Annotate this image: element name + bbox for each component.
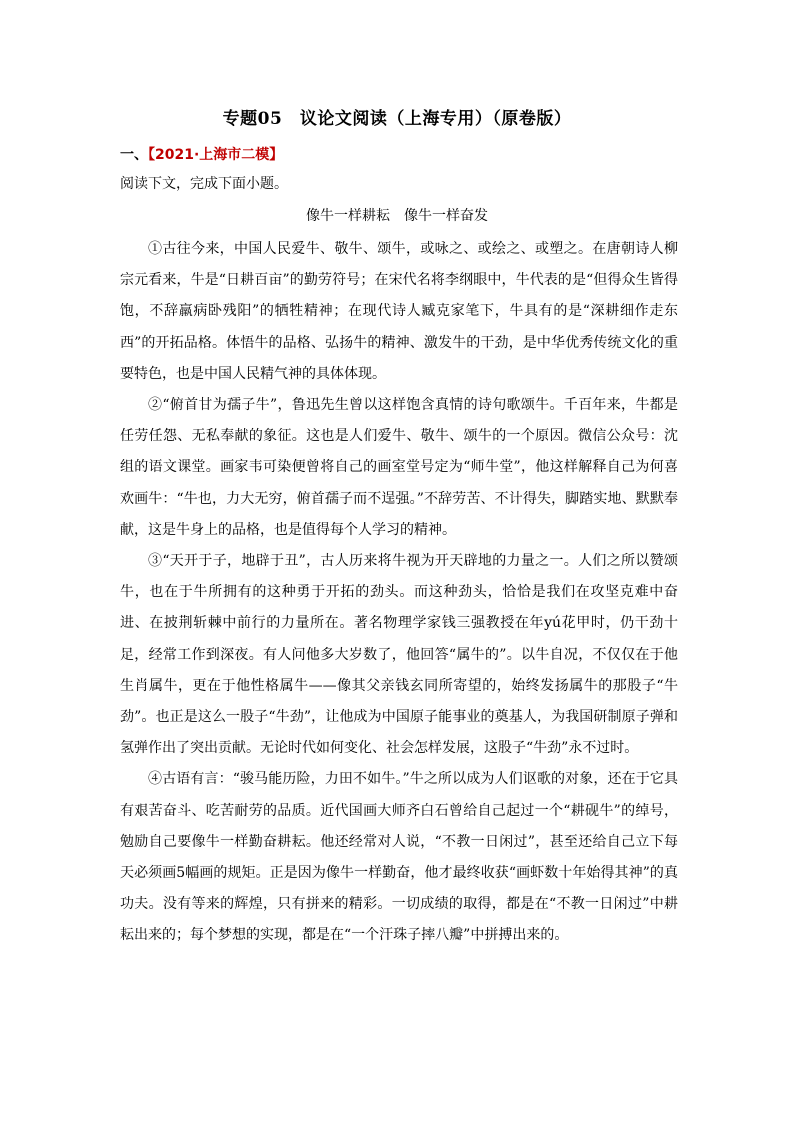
paragraph-1: ①古往今来，中国人民爱牛、敬牛、颂牛，或咏之、或绘之、或塑之。在唐朝诗人柳宗元看来，牛是“日耕百亩”的勤劳符号；在宋代名将李纲眼中，牛代表的是“但得众生皆得饱，不辞羸病卧残阳”的牺牲精神；在现代诗人臧克家笔下，牛具有的是“深耕细作走东西”的开拓品格。体悟牛的品格、弘扬牛的精神、激发牛的干劲，是中华优秀传统文化的重要特色，也是中国人民精气神的具体体现。 [120, 241, 678, 382]
section-heading [120, 144, 283, 164]
paragraph-2: ②“俯首甘为孺子牛”，鲁迅先生曾以这样饱含真情的诗句歌颂牛。千百年来，牛都是任劳任怨、无私奉献的象征。这也是人们爱牛、敬牛、颂牛的一个原因。微信公众号：沈组的语文课堂。画家韦可染便曾将自己的画室堂号定为“师牛堂”，他这样解释自己为何喜欢画牛：“牛也，力大无穷，俯首孺子而不逞强。”不辞劳苦、不计得失，脚踏实地、默默奉献，这是牛身上的品格，也是值得每个人学习的精神。 [120, 397, 678, 538]
reading-instruction: 阅读下文，完成下面小题。 [120, 176, 288, 192]
paragraph-4: ④古语有言：“骏马能历险，力田不如牛。”牛之所以成为人们讴歌的对象，还在于它具有艰苦奋斗、吃苦耐劳的品质。近代国画大师齐白石曾给自己起过一个“耕砚牛”的绰号，勉励自己要像牛一样勤奋耕耘。他还经常对人说，“不教一日闲过”，甚至还给自己立下每天必须画5幅画的规矩。正是因为像牛一样勤奋，他才最终收获“画虾数十年始得其神”的真功夫。没有等来的辉煌，只有拼来的精彩。一切成绩的取得，都是在“不教一日闲过”中耕耘出来的；每个梦想的实现，都是在“一个汗珠子摔八瓣”中拼搏出来的。 [120, 771, 678, 944]
article-body [120, 234, 678, 952]
section-source-tag: 【2021·上海市二模】 [148, 147, 284, 163]
section-number: 一、 [120, 147, 148, 163]
paragraph-3: ③“天开于子，地辟于丑”，古人历来将牛视为开天辟地的力量之一。人们之所以赞颂牛，也在于牛所拥有的这种勇于开拓的劲头。而这种劲头，恰恰是我们在攻坚克难中奋进、在披荆斩棘中前行的力量所在。著名物理学家钱三强教授在年yú花甲时，仍干劲十足，经常工作到深夜。有人问他多大岁数了，他回答“属牛的”。以牛自况，不仅仅在于他生肖属牛，更在于他性格属牛——像其父亲钱玄同所寄望的，始终发扬属牛的那股子“牛劲”。也正是这么一股子“牛劲”，让他成为中国原子能事业的奠基人，为我国研制原子弹和氢弹作出了突出贡献。无论时代如何变化、社会怎样发展，这股子“牛劲”永不过时。 [120, 553, 678, 757]
article-title: 像牛一样耕耘 像牛一样奋发 [306, 208, 488, 224]
document-title: 专题05 议论文阅读（上海专用）（原卷版） [222, 109, 572, 129]
